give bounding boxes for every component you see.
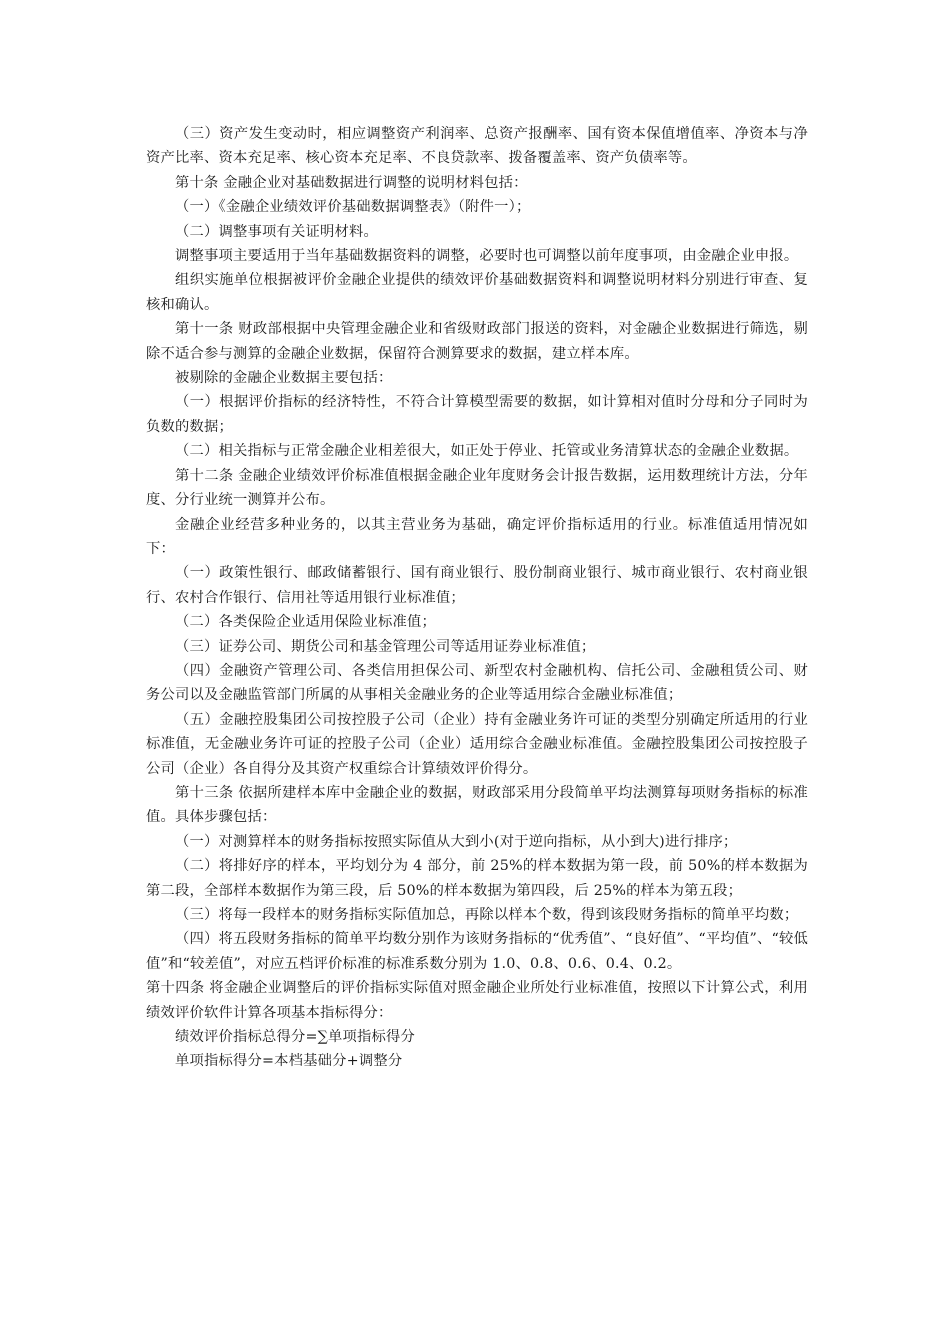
paragraph-review-confirm: 组织实施单位根据被评价金融企业提供的绩效评价基础数据资料和调整说明材料分别进行审查、复核和确认。 [146,272,808,313]
article-12-item-5: （五）金融控股集团公司按控股子公司（企业）持有金融业务许可证的类型分别确定所适用的行业标准值，无金融业务许可证的控股子公司（企业）适用综合金融业标准值。金融控股集团公司按控股子公司（企业）各自得分及其资产权重综合计算绩效评价得分。 [146,711,808,777]
paragraph-asset-change: （三）资产发生变动时，相应调整资产利润率、总资产报酬率、国有资本保值增值率、净资本与净资产比率、资本充足率、核心资本充足率、不良贷款率、拨备覆盖率、资产负债率等。 [146,126,808,167]
article-12-heading: 第十二条 金融企业绩效评价标准值根据金融企业年度财务会计报告数据，运用数理统计方法，分年度、分行业统一测算并公布。 [146,467,808,509]
article-13-heading: 第十三条 依据所建样本库中金融企业的数据，财政部采用分段简单平均法测算每项财务指标的标准值。具体步骤包括： [146,784,808,826]
article-11-item-1: （一）根据评价指标的经济特性，不符合计算模型需要的数据，如计算相对值时分母和分子同时为负数的数据； [146,394,808,435]
article-10-item-1: （一）《金融企业绩效评价基础数据调整表》（附件一）； [175,199,531,216]
formula-single-score: 单项指标得分=本档基础分+调整分 [175,1053,403,1070]
article-13-item-2: （二）将排好序的样本，平均划分为 4 部分，前 25%的样本数据为第一段，前 50%的样本数据为第二段，全部样本数据作为第三段，后 50%的样本数据为第四段，后 25%的样本为第五段； [146,858,808,899]
paragraph-adjustment-scope: 调整事项主要适用于当年基础数据资料的调整，必要时也可调整以前年度事项，由金融企业申报。 [175,248,799,265]
document-page [146,122,808,1074]
paragraph-excluded-data: 被剔除的金融企业数据主要包括： [175,370,393,387]
article-10-heading: 第十条 金融企业对基础数据进行调整的说明材料包括： [175,174,528,191]
formula-total-score: 绩效评价指标总得分=∑单项指标得分 [175,1029,416,1046]
paragraph-industry-standard: 金融企业经营多种业务的，以其主营业务为基础，确定评价指标适用的行业。标准值适用情况如下： [146,516,808,557]
article-12-item-1: （一）政策性银行、邮政储蓄银行、国有商业银行、股份制商业银行、城市商业银行、农村商业银行、农村合作银行、信用社等适用银行业标准值； [146,565,808,606]
article-11-heading: 第十一条 财政部根据中央管理金融企业和省级财政部门报送的资料，对金融企业数据进行筛选，剔除不适合参与测算的金融企业数据，保留符合测算要求的数据，建立样本库。 [146,321,808,362]
article-13-item-3: （三）将每一段样本的财务指标实际值加总，再除以样本个数，得到该段财务指标的简单平均数； [175,907,799,923]
article-12-item-4: （四）金融资产管理公司、各类信用担保公司、新型农村金融机构、信托公司、金融租赁公司、财务公司以及金融监管部门所属的从事相关金融业务的企业等适用综合金融业标准值； [146,662,808,704]
article-13-item-1: （一）对测算样本的财务指标按照实际值从大到小(对于逆向指标，从小到大)进行排序； [175,833,738,850]
article-12-item-3: （三）证券公司、期货公司和基金管理公司等适用证券业标准值； [175,638,596,655]
article-11-item-2: （二）相关指标与正常金融企业相差很大，如正处于停业、托管或业务清算状态的金融企业数据。 [175,443,799,460]
article-12-item-2: （二）各类保险企业适用保险业标准值； [175,614,436,631]
article-13-item-4: （四）将五段财务指标的简单平均数分别作为该财务指标的“优秀值”、“良好值”、“平均值”、“较低值”和“较差值”，对应五档评价标准的标准系数分别为 1.0、0.8、0.6、0.4、0.2。 [146,931,808,972]
article-10-item-2: （二）调整事项有关证明材料。 [175,223,378,240]
article-14-heading: 第十四条 将金融企业调整后的评价指标实际值对照金融企业所处行业标准值，按照以下计算公式，利用绩效评价软件计算各项基本指标得分： [146,980,808,1021]
